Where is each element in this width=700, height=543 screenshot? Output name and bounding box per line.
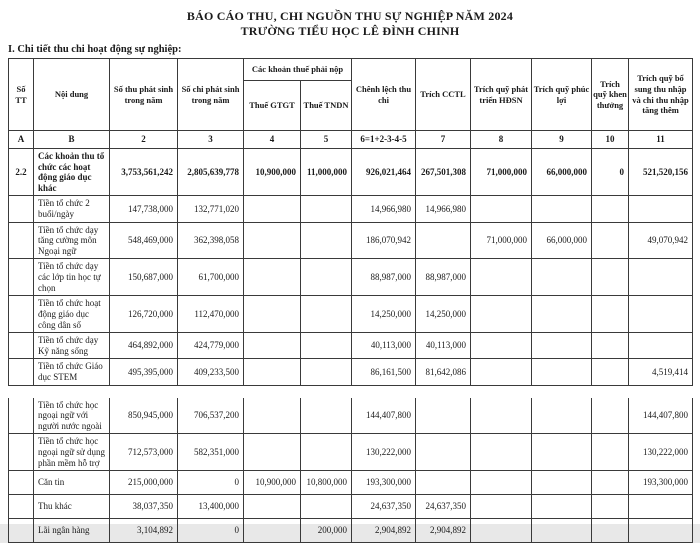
row-stt bbox=[9, 359, 34, 385]
row-value: 61,700,000 bbox=[178, 259, 244, 296]
row-value bbox=[471, 196, 532, 222]
row-value: 71,000,000 bbox=[471, 222, 532, 259]
row-value: 14,250,000 bbox=[352, 296, 416, 333]
table-row bbox=[9, 434, 693, 471]
row-value bbox=[301, 359, 352, 385]
column-code: 6=1+2-3-4-5 bbox=[352, 131, 416, 149]
row-value bbox=[592, 434, 629, 471]
col-header-thue-tndn: Thuế TNDN bbox=[301, 81, 352, 131]
row-value: 10,900,000 bbox=[244, 471, 301, 495]
column-code: 9 bbox=[532, 131, 592, 149]
row-value: 193,300,000 bbox=[352, 471, 416, 495]
table-row bbox=[9, 149, 693, 196]
column-code: B bbox=[34, 131, 110, 149]
row-value bbox=[592, 222, 629, 259]
row-value: 14,966,980 bbox=[416, 196, 471, 222]
col-header-stt: Số TT bbox=[9, 59, 34, 131]
row-label: Tiền tổ chức dạy Kỹ năng sống bbox=[34, 333, 110, 359]
row-value bbox=[301, 296, 352, 333]
column-code: 8 bbox=[471, 131, 532, 149]
row-value bbox=[471, 495, 532, 519]
row-value bbox=[592, 471, 629, 495]
row-value: 186,070,942 bbox=[352, 222, 416, 259]
col-header-thue-gtgt: Thuế GTGT bbox=[244, 81, 301, 131]
table-row bbox=[9, 296, 693, 333]
row-value: 10,900,000 bbox=[244, 149, 301, 196]
row-value: 2,805,639,778 bbox=[178, 149, 244, 196]
col-header-noi-dung: Nội dung bbox=[34, 59, 110, 131]
row-value: 712,573,000 bbox=[110, 434, 178, 471]
row-value: 38,037,350 bbox=[110, 495, 178, 519]
column-code: 5 bbox=[301, 131, 352, 149]
row-value: 4,519,414 bbox=[629, 359, 693, 385]
row-value: 2,904,892 bbox=[416, 519, 471, 543]
row-value bbox=[532, 471, 592, 495]
row-value: 14,250,000 bbox=[416, 296, 471, 333]
column-code: 4 bbox=[244, 131, 301, 149]
row-value: 362,398,058 bbox=[178, 222, 244, 259]
row-value bbox=[301, 495, 352, 519]
row-value bbox=[416, 222, 471, 259]
page-break-gap bbox=[0, 386, 700, 398]
col-header-quy-phat-trien: Trích quỹ phát triển HĐSN bbox=[471, 59, 532, 131]
row-value: 548,469,000 bbox=[110, 222, 178, 259]
row-value: 521,520,156 bbox=[629, 149, 693, 196]
row-value: 495,395,000 bbox=[110, 359, 178, 385]
row-value bbox=[532, 434, 592, 471]
report-table-block2 bbox=[8, 398, 693, 543]
table-row bbox=[9, 495, 693, 519]
table-row bbox=[9, 259, 693, 296]
row-stt bbox=[9, 196, 34, 222]
table-row bbox=[9, 222, 693, 259]
row-value bbox=[301, 398, 352, 434]
row-value bbox=[629, 259, 693, 296]
row-value: 11,000,000 bbox=[301, 149, 352, 196]
row-value bbox=[471, 471, 532, 495]
row-value bbox=[629, 196, 693, 222]
row-value bbox=[301, 333, 352, 359]
col-header-chenh-lech: Chênh lệch thu chi bbox=[352, 59, 416, 131]
row-value bbox=[244, 333, 301, 359]
row-value: 40,113,000 bbox=[352, 333, 416, 359]
row-value: 88,987,000 bbox=[416, 259, 471, 296]
column-code: A bbox=[9, 131, 34, 149]
row-value bbox=[416, 434, 471, 471]
row-value: 144,407,800 bbox=[629, 398, 693, 434]
row-value: 3,753,561,242 bbox=[110, 149, 178, 196]
row-value: 424,779,000 bbox=[178, 333, 244, 359]
table-row bbox=[9, 471, 693, 495]
row-value bbox=[532, 398, 592, 434]
row-value: 86,161,500 bbox=[352, 359, 416, 385]
row-value bbox=[532, 495, 592, 519]
row-value bbox=[592, 196, 629, 222]
column-code: 3 bbox=[178, 131, 244, 149]
report-title: BÁO CÁO THU, CHI NGUỒN THU SỰ NGHIỆP NĂM 2024 bbox=[186, 9, 514, 23]
row-value: 215,000,000 bbox=[110, 471, 178, 495]
col-header-trich-cctl: Trích CCTL bbox=[416, 59, 471, 131]
row-value bbox=[301, 222, 352, 259]
row-label: Tiền tổ chức dạy các lớp tin học tự chọn bbox=[34, 259, 110, 296]
row-value bbox=[244, 398, 301, 434]
row-value bbox=[244, 196, 301, 222]
row-label: Tiền tổ chức học ngoại ngữ với người nước ngoài bbox=[34, 398, 110, 434]
row-value bbox=[244, 495, 301, 519]
row-stt bbox=[9, 519, 34, 543]
row-value: 71,000,000 bbox=[471, 149, 532, 196]
col-header-so-chi: Số chi phát sinh trong năm bbox=[178, 59, 244, 131]
row-value bbox=[244, 359, 301, 385]
row-value: 0 bbox=[592, 149, 629, 196]
report-title-block bbox=[0, 9, 700, 39]
row-value: 130,222,000 bbox=[352, 434, 416, 471]
row-value bbox=[301, 196, 352, 222]
row-value: 126,720,000 bbox=[110, 296, 178, 333]
row-stt bbox=[9, 296, 34, 333]
table-row bbox=[9, 196, 693, 222]
column-code: 10 bbox=[592, 131, 629, 149]
row-value: 130,222,000 bbox=[629, 434, 693, 471]
row-label: Tiền tổ chức học ngoại ngữ sử dụng phần mềm hỗ trợ bbox=[34, 434, 110, 471]
row-value bbox=[592, 333, 629, 359]
row-value: 193,300,000 bbox=[629, 471, 693, 495]
row-value bbox=[532, 259, 592, 296]
row-stt bbox=[9, 222, 34, 259]
column-codes-row bbox=[9, 131, 693, 149]
row-value: 0 bbox=[178, 471, 244, 495]
row-stt bbox=[9, 471, 34, 495]
row-value: 147,738,000 bbox=[110, 196, 178, 222]
row-value: 66,000,000 bbox=[532, 149, 592, 196]
row-value bbox=[532, 296, 592, 333]
row-label: Các khoản thu tổ chức các hoạt động giáo dục khác bbox=[34, 149, 110, 196]
report-subtitle: TRƯỜNG TIỂU HỌC LÊ ĐÌNH CHINH bbox=[240, 24, 460, 38]
row-value: 66,000,000 bbox=[532, 222, 592, 259]
row-value: 13,400,000 bbox=[178, 495, 244, 519]
row-value bbox=[532, 359, 592, 385]
row-value: 464,892,000 bbox=[110, 333, 178, 359]
row-value: 850,945,000 bbox=[110, 398, 178, 434]
row-value bbox=[471, 333, 532, 359]
row-value: 24,637,350 bbox=[352, 495, 416, 519]
row-value bbox=[471, 434, 532, 471]
col-header-so-thu: Số thu phát sinh trong năm bbox=[110, 59, 178, 131]
row-label: Tiền tổ chức dạy tăng cường môn Ngoại ngữ bbox=[34, 222, 110, 259]
table-row bbox=[9, 359, 693, 385]
row-value bbox=[416, 398, 471, 434]
row-value bbox=[471, 519, 532, 543]
row-value bbox=[244, 519, 301, 543]
col-header-quy-phuc-loi: Trích quỹ phúc lợi bbox=[532, 59, 592, 131]
row-value: 267,501,308 bbox=[416, 149, 471, 196]
row-value: 409,233,500 bbox=[178, 359, 244, 385]
row-value bbox=[244, 434, 301, 471]
col-header-thue-group: Các khoản thuế phải nộp bbox=[244, 59, 352, 81]
row-value: 2,904,892 bbox=[352, 519, 416, 543]
row-value bbox=[532, 196, 592, 222]
row-label: Tiền tổ chức 2 buổi/ngày bbox=[34, 196, 110, 222]
row-value bbox=[471, 398, 532, 434]
column-code: 7 bbox=[416, 131, 471, 149]
col-header-quy-khen-thuong: Trích quỹ khen thưởng bbox=[592, 59, 629, 131]
row-value: 24,637,350 bbox=[416, 495, 471, 519]
row-value: 200,000 bbox=[301, 519, 352, 543]
row-value: 926,021,464 bbox=[352, 149, 416, 196]
row-value: 40,113,000 bbox=[416, 333, 471, 359]
row-value bbox=[629, 519, 693, 543]
row-value bbox=[592, 495, 629, 519]
header-row-group bbox=[9, 59, 693, 81]
row-value: 144,407,800 bbox=[352, 398, 416, 434]
column-code: 2 bbox=[110, 131, 178, 149]
row-value: 88,987,000 bbox=[352, 259, 416, 296]
column-code: 11 bbox=[629, 131, 693, 149]
table-row bbox=[9, 333, 693, 359]
row-value bbox=[592, 519, 629, 543]
row-value: 132,771,020 bbox=[178, 196, 244, 222]
row-stt bbox=[9, 495, 34, 519]
row-value bbox=[592, 398, 629, 434]
row-stt bbox=[9, 398, 34, 434]
row-value: 706,537,200 bbox=[178, 398, 244, 434]
row-value: 582,351,000 bbox=[178, 434, 244, 471]
row-value: 150,687,000 bbox=[110, 259, 178, 296]
row-value: 14,966,980 bbox=[352, 196, 416, 222]
row-value: 3,104,892 bbox=[110, 519, 178, 543]
table-row bbox=[9, 519, 693, 543]
row-value bbox=[629, 333, 693, 359]
row-value bbox=[416, 471, 471, 495]
row-stt: 2.2 bbox=[9, 149, 34, 196]
row-value bbox=[592, 296, 629, 333]
row-label: Thu khác bbox=[34, 495, 110, 519]
row-value bbox=[532, 333, 592, 359]
row-value bbox=[532, 519, 592, 543]
row-value bbox=[592, 359, 629, 385]
row-label: Lãi ngân hàng bbox=[34, 519, 110, 543]
row-value: 0 bbox=[178, 519, 244, 543]
section-heading: I. Chi tiết thu chi hoạt động sự nghiệp: bbox=[8, 44, 182, 55]
row-stt bbox=[9, 434, 34, 471]
row-stt bbox=[9, 259, 34, 296]
row-value: 49,070,942 bbox=[629, 222, 693, 259]
row-value bbox=[244, 259, 301, 296]
row-value bbox=[244, 296, 301, 333]
row-value: 81,642,086 bbox=[416, 359, 471, 385]
row-value bbox=[301, 434, 352, 471]
row-stt bbox=[9, 333, 34, 359]
row-value: 10,800,000 bbox=[301, 471, 352, 495]
row-label: Tiền tổ chức hoạt động giáo dục công dân số bbox=[34, 296, 110, 333]
row-value bbox=[471, 259, 532, 296]
col-header-quy-bo-sung: Trích quỹ bổ sung thu nhập và chi thu nhập tăng thêm bbox=[629, 59, 693, 131]
row-value: 112,470,000 bbox=[178, 296, 244, 333]
row-value bbox=[592, 259, 629, 296]
row-value bbox=[244, 222, 301, 259]
row-value bbox=[629, 495, 693, 519]
row-label: Căn tin bbox=[34, 471, 110, 495]
row-value bbox=[629, 296, 693, 333]
row-value bbox=[301, 259, 352, 296]
row-value bbox=[471, 296, 532, 333]
report-table-block1 bbox=[8, 58, 693, 386]
row-label: Tiền tổ chức Giáo dục STEM bbox=[34, 359, 110, 385]
row-value bbox=[471, 359, 532, 385]
table-row bbox=[9, 398, 693, 434]
